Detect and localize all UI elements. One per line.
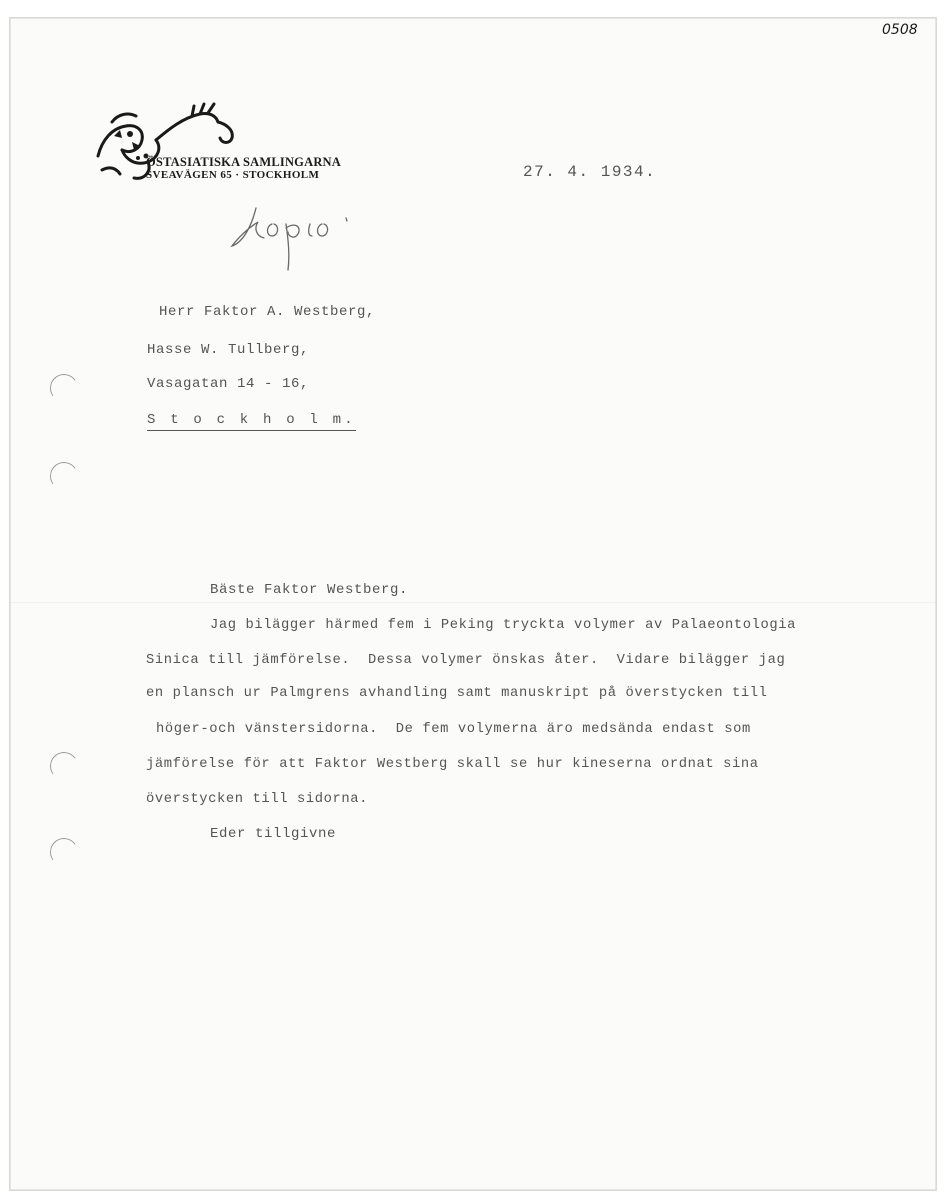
recipient-street: Vasagatan 14 - 16, [147, 376, 310, 392]
handwritten-kopia-note [228, 198, 358, 273]
recipient-city: S t o c k h o l m. [147, 412, 356, 431]
body-line: jämförelse för att Faktor Westberg skall se hur kineserna ordnat sina [146, 757, 759, 772]
recipient-company: Hasse W. Tullberg, [147, 342, 310, 358]
org-address: SVEAVÄGEN 65 · STOCKHOLM [146, 169, 320, 181]
body-line: överstycken till sidorna. [146, 792, 368, 807]
body-line: en plansch ur Palmgrens avhandling samt manuskript på överstycken till [146, 686, 768, 701]
body-line: höger-och vänstersidorna. De fem volymerna äro medsända endast som [156, 722, 751, 737]
org-name: ÖSTASIATISKA SAMLINGARNA [146, 155, 342, 169]
body-line: Sinica till jämförelse. Dessa volymer önskas åter. Vidare bilägger jag [146, 653, 786, 668]
archive-number: 0508 [882, 22, 918, 38]
recipient-name: Herr Faktor A. Westberg, [159, 304, 376, 320]
letter-greeting: Bäste Faktor Westberg. [210, 582, 409, 598]
letter-closing: Eder tillgivne [210, 826, 337, 842]
body-line: Jag bilägger härmed fem i Peking tryckta volymer av Palaeontologia [210, 618, 797, 633]
letter-sheet [10, 18, 936, 1190]
letter-date: 27. 4. 1934. [523, 163, 657, 181]
